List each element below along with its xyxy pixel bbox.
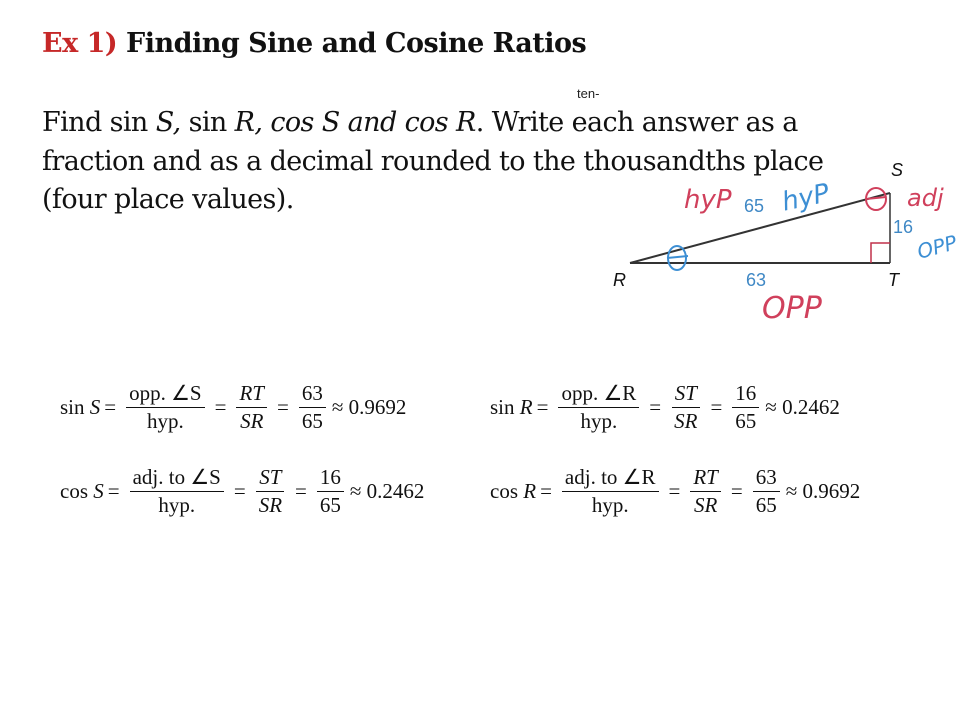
equals: = [295,479,307,503]
denominator: hyp. [158,493,196,517]
denominator: 65 [735,409,757,433]
numerator: 63 [753,465,780,492]
numerator: 16 [732,381,759,408]
denominator: 65 [301,409,323,433]
equals: = [668,479,681,503]
side-SR-length: 65 [744,196,765,216]
numerator: RT [236,381,267,408]
equals: = [649,395,662,419]
fraction [236,381,267,434]
numerator: ST [672,381,700,408]
text: cos S and cos R [270,107,476,138]
decimal-approx: ≈ 0.9692 [785,479,861,503]
denominator: SR [674,409,698,433]
equals: = [536,395,549,419]
fraction [562,465,659,518]
denominator: 65 [755,493,777,517]
decimal-approx: ≈ 0.2462 [765,395,840,419]
decimal-approx: ≈ 0.2462 [349,479,425,503]
instructions-line-3: (four place values). [42,184,294,215]
numerator: RT [690,465,721,492]
fn: cos [490,479,518,503]
equals: = [540,479,552,503]
equals: = [710,395,723,419]
side-ST-length: 16 [893,217,914,237]
var: R [519,395,533,419]
numerator: opp. ∠S [126,381,205,408]
vertex-T: T [888,270,899,290]
side-RT-length: 63 [746,270,767,290]
fraction [299,381,326,434]
fraction [671,381,700,434]
text: S, [155,107,181,138]
theta-R-bar [667,256,688,258]
var: R [523,479,537,503]
fraction [558,381,639,434]
denominator: hyp. [591,493,629,517]
denominator: hyp. [580,409,618,433]
hyp-annotation-red: hyP [684,185,732,215]
fraction [690,465,721,518]
adj-annotation: adj [907,184,944,212]
equation-sin-S [60,381,406,434]
small-note: ten- [577,86,600,101]
fraction [317,465,344,518]
equals: = [276,395,289,419]
numerator: adj. to ∠R [562,465,659,492]
numerator: adj. to ∠S [130,465,224,492]
equation-sin-R [490,381,840,434]
text: R, [234,107,263,138]
equals: = [233,479,246,503]
denominator: SR [240,409,264,433]
equation-cos-S [60,465,424,518]
denominator: hyp. [146,409,184,433]
fn: sin [60,395,85,419]
numerator: 63 [299,381,326,408]
equation-cos-R [490,465,860,518]
fraction [256,465,285,518]
numerator: ST [256,465,284,492]
var: S [89,395,101,419]
denominator: SR [258,493,283,517]
hyp-annotation-blue: hyP [779,178,833,218]
text: . Write each answer as a [475,107,798,138]
equals: = [104,395,117,419]
fraction [753,465,780,518]
vertex-R: R [613,270,626,290]
fn: sin [490,395,515,419]
fraction [126,381,205,434]
opp-annotation-blue: OPP [914,230,960,264]
text: sin [180,107,235,138]
fraction [130,465,224,518]
instructions-line-2: fraction and as a decimal rounded to the thousandths place [42,145,824,177]
theta-S-bar [866,197,886,199]
equals: = [107,479,120,503]
opp-annotation-red: OPP [762,291,822,326]
right-angle-marker [871,243,890,263]
decimal-approx: ≈ 0.9692 [331,395,407,419]
fn: cos [60,479,88,503]
fraction [732,381,759,434]
denominator: 65 [319,493,341,517]
equals: = [730,479,743,503]
title-text: Finding Sine and Cosine Ratios [126,28,587,59]
numerator: opp. ∠R [558,381,639,408]
var: S [93,479,104,503]
example-number: Ex 1) [42,28,118,59]
text: Find sin [42,107,156,138]
denominator: SR [693,493,718,517]
equals: = [214,395,227,419]
vertex-S: S [891,160,904,180]
numerator: 16 [317,465,344,492]
